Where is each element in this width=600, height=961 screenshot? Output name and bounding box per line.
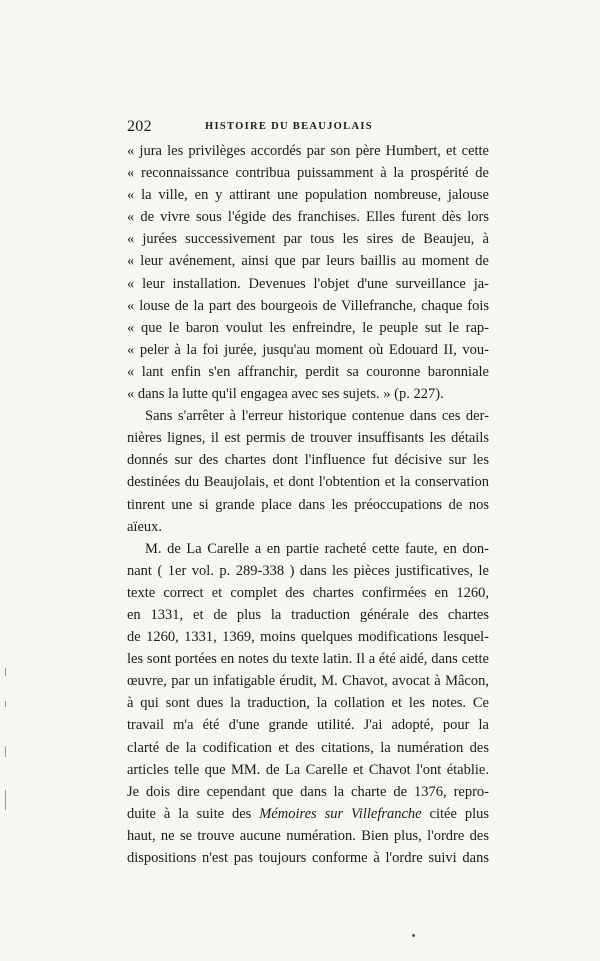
text-line: de 1260, 1331, 1369, moins quelques modifications lesquel- (127, 629, 489, 646)
running-title: HISTOIRE DU BEAUJOLAIS (205, 121, 373, 132)
text-line: travail m'a été d'une grande utilité. J'ai adopté, pour la (127, 717, 489, 734)
text-line: « lant enfin s'en affranchir, perdit sa couronne baronniale (127, 363, 489, 380)
text-line: texte correct et complet des chartes confirmées en 1260, (127, 584, 489, 601)
text-line: M. de La Carelle a en partie racheté cette faute, en don- (145, 540, 489, 557)
text-segment: citée plus (429, 805, 489, 822)
ink-speck (412, 934, 415, 937)
text-line: « reconnaissance contribua puissamment à la prospérité de (127, 165, 489, 182)
italic-title: Mémoires sur Villefranche (259, 805, 422, 822)
text-line: articles telle que MM. de La Carelle et Chavot l'ont établie. (127, 761, 489, 778)
text-line: « leur installation. Devenues l'objet d'une surveillance ja- (127, 275, 489, 292)
text-line: donnés sur des chartes dont l'influence fut décisive sur les (127, 452, 489, 469)
scan-edge-mark (5, 746, 6, 757)
text-line: Sans s'arrêter à l'erreur historique contenue dans ces der- (145, 408, 489, 425)
text-line: à qui sont dues la traduction, la collation et les notes. Ce (127, 695, 489, 712)
text-line: « louse de la part des bourgeois de Villefranche, chaque fois (127, 297, 489, 314)
text-line: « la ville, en y attirant une population nombreuse, jalouse (127, 187, 489, 204)
text-line: clarté de la codification et des citations, la numération des (127, 739, 489, 756)
page-number: 202 (127, 118, 152, 135)
scan-edge-mark (5, 668, 6, 676)
text-line: « de vivre sous l'égide des franchises. Elles furent dès lors (127, 209, 489, 226)
scan-edge-mark (5, 790, 6, 810)
text-line-with-italic (127, 803, 489, 825)
text-line: « jurées successivement par tous les sires de Beaujeu, à (127, 231, 489, 248)
text-line: nant ( 1er vol. p. 289-338 ) dans les pièces justificatives, le (127, 562, 489, 579)
text-line: « leur avénement, ainsi que par leurs baillis au moment de (127, 253, 489, 270)
text-line: aïeux. (127, 518, 163, 535)
text-line: tinrent une si grande place dans les préoccupations de nos (127, 496, 489, 513)
text-line: en 1331, et de plus la traduction générale des chartes (127, 606, 489, 623)
text-line: « dans la lutte qu'il engagea avec ses sujets. » (p. 227). (127, 386, 444, 403)
body-text (127, 140, 489, 869)
scan-edge-mark (5, 701, 6, 707)
text-line: « peler à la foi jurée, jusqu'au moment où Edouard II, vou- (127, 341, 489, 358)
text-line: destinées du Beaujolais, et dont l'obtention et la conservation (127, 474, 489, 491)
text-line: œuvre, par un infatigable érudit, M. Chavot, avocat à Mâcon, (127, 673, 489, 690)
text-line: nières lignes, il est permis de trouver insuffisants les détails (127, 430, 489, 447)
text-line: Je dois dire cependant que dans la charte de 1376, repro- (127, 783, 489, 800)
page-header (127, 118, 489, 136)
text-line: « jura les privilèges accordés par son père Humbert, et cette (127, 143, 489, 159)
text-line: dispositions n'est pas toujours conforme à l'ordre suivi dans (127, 850, 489, 866)
text-segment: duite à la suite des (127, 805, 252, 822)
text-line: les sont portées en notes du texte latin. Il a été aidé, dans cette (127, 651, 489, 668)
text-line: haut, ne se trouve aucune numération. Bien plus, l'ordre des (127, 827, 489, 844)
text-line: « que le baron voulut les enfreindre, le peuple sut le rap- (127, 319, 489, 336)
